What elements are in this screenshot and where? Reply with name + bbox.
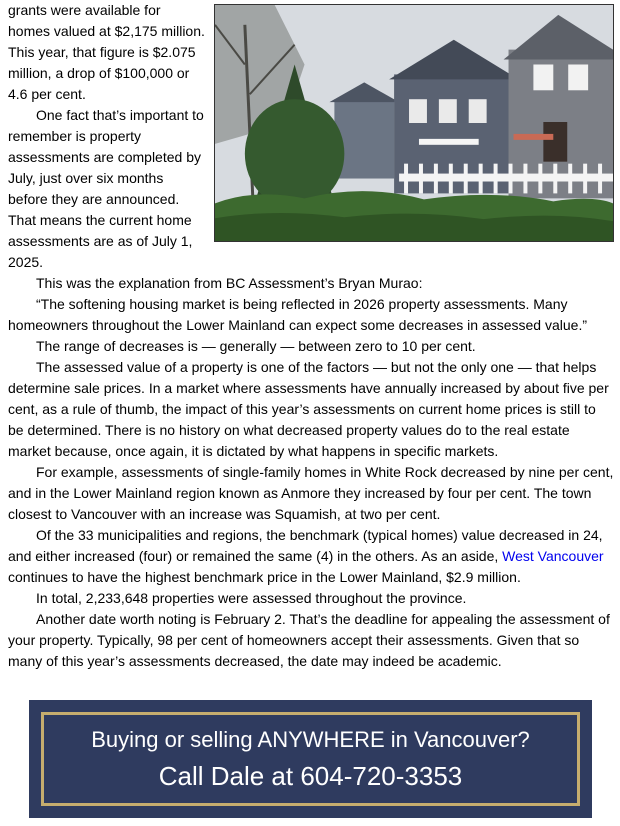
contact-banner[interactable]: [29, 700, 592, 818]
paragraph-intro: grants were available for homes valued at $2,175 million. This year, that figure is $2.075 million, a drop of $100,000 or 4.6 per cent.: [8, 2, 205, 102]
paragraph-8-text-after: continues to have the highest benchmark price in the Lower Mainland, $2.9 million.: [8, 569, 521, 585]
paragraph-10: Another date worth noting is February 2. That’s the deadline for appealing the assessment of your property. Typically, 98 per cent of homeowners accept their assessments. Given that so many of this year’s assessments decreased, the date may indeed be academic.: [8, 611, 610, 669]
paragraph-2: One fact that’s important to remember is property assessments are completed by July, just over six months before they are announced. That means the current home assessments are as of July 1, 2025.: [8, 107, 204, 270]
paragraph-6: The assessed value of a property is one of the factors — but not the only one — that helps determine sale prices. In a market where assessments have annually increased by about five per cent, as a rule of thumb, the impact of this year’s assessments on current home prices is still to be determined. There is no history on what decreased property values do to the real estate market because, once again, it is dictated by what happens in specific markets.: [8, 359, 609, 459]
paragraph-9: In total, 2,233,648 properties were assessed throughout the province.: [36, 590, 467, 606]
paragraph-8-text-before: Of the 33 municipalities and regions, the benchmark (typical homes) value decreased in 24, and either increased (four) or remained the same (4) in the others. As an aside,: [8, 527, 603, 564]
houses-photo: [214, 4, 614, 242]
paragraph-5: The range of decreases is — generally — between zero to 10 per cent.: [36, 338, 476, 354]
banner-headline: Buying or selling ANYWHERE in Vancouver?: [91, 727, 530, 752]
article-body: [8, 0, 614, 672]
paragraph-8: [8, 525, 614, 588]
houses-illustration: [215, 5, 613, 241]
banner-call-to-action: Call Dale at 604-720-3353: [158, 761, 463, 791]
paragraph-7: For example, assessments of single-family homes in White Rock decreased by nine per cent, and in the Lower Mainland region known as Anmore they increased by four per cent. The town closest to Vancouver with an increase was Squamish, at two per cent.: [8, 464, 614, 522]
west-vancouver-link[interactable]: West Vancouver: [502, 548, 604, 564]
paragraph-quote: “The softening housing market is being reflected in 2026 property assessments. Many homeowners throughout the Lower Mainland can expect some decreases in assessed value.”: [8, 296, 587, 333]
paragraph-3: This was the explanation from BC Assessment’s Bryan Murao:: [36, 275, 423, 291]
contact-banner-frame: [41, 712, 580, 806]
